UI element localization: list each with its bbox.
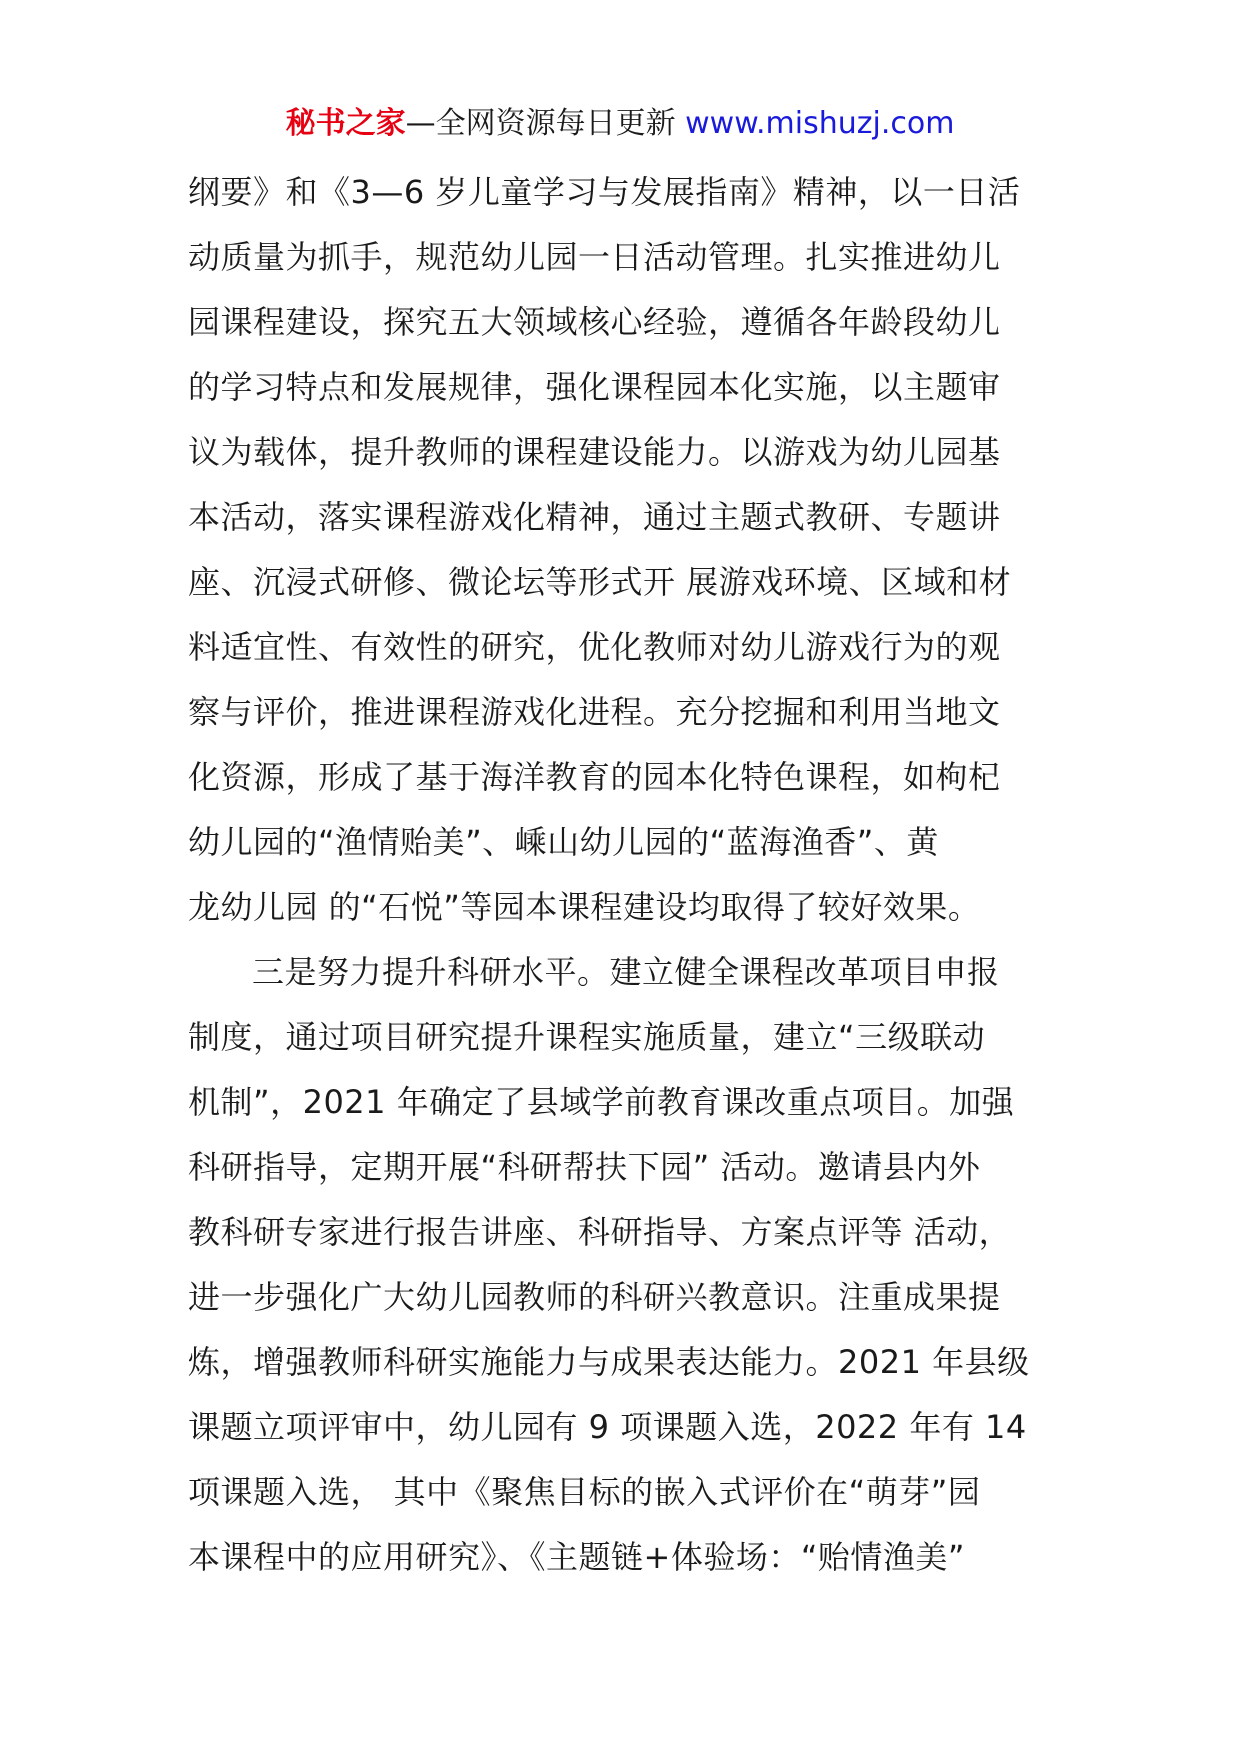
text-line: 化资源，形成了基于海洋教育的园本化特色课程，如枸杞 [188,758,1001,796]
text-line: 料适宜性、有效性的研究，优化教师对幼儿游戏行为的观 [188,628,1001,666]
text-line: 园课程建设，探究五大领域核心经验，遵循各年龄段幼儿 [188,303,1001,341]
site-url[interactable]: www.mishuzj.com [685,106,955,141]
text-line: 科研指导，定期开展“科研帮扶下园” 活动。邀请县内外 [188,1148,981,1186]
document-body [188,160,1068,1590]
text-line: 项课题入选， 其中《聚焦目标的嵌入式评价在“萌芽”园 [188,1473,981,1511]
text-line: 制度，通过项目研究提升课程实施质量，建立“三级联动 [188,1018,986,1056]
site-brand: 秘书之家 [285,106,406,141]
text-line: 议为载体，提升教师的课程建设能力。以游戏为幼儿园基 [188,433,1001,471]
text-line: 本课程中的应用研究》、《主题链+体验场：“贻情渔美” [188,1538,965,1576]
site-header [0,104,1240,144]
paragraph-start-line: 三是努力提升科研水平。建立健全课程改革项目申报 [252,953,1000,991]
text-line: 课题立项评审中，幼儿园有 9 项课题入选，2022 年有 14 [188,1408,1027,1446]
text-line: 幼儿园的“渔情贻美”、嵊山幼儿园的“蓝海渔香”、黄 [188,823,939,861]
text-line: 座、沉浸式研修、微论坛等形式开 展游戏环境、区域和材 [188,563,1012,601]
text-line: 纲要》和《3—6 岁儿童学习与发展指南》精神，以一日活 [188,173,1021,211]
text-line: 进一步强化广大幼儿园教师的科研兴教意识。注重成果提 [188,1278,1001,1316]
text-line: 的学习特点和发展规律，强化课程园本化实施，以主题审 [188,368,1001,406]
text-line: 察与评价，推进课程游戏化进程。充分挖掘和利用当地文 [188,693,1001,731]
site-tagline: —全网资源每日更新 [405,106,686,141]
text-line: 本活动，落实课程游戏化精神，通过主题式教研、专题讲 [188,498,1001,536]
text-line: 动质量为抓手，规范幼儿园一日活动管理。扎实推进幼儿 [188,238,1001,276]
text-line: 龙幼儿园 的“石悦”等园本课程建设均取得了较好效果。 [188,888,981,926]
text-line: 教科研专家进行报告讲座、科研指导、方案点评等 活动， [188,1213,1012,1251]
text-line: 机制”，2021 年确定了县域学前教育课改重点项目。加强 [188,1083,1015,1121]
text-line: 炼，增强教师科研实施能力与成果表达能力。2021 年县级 [188,1343,1030,1381]
